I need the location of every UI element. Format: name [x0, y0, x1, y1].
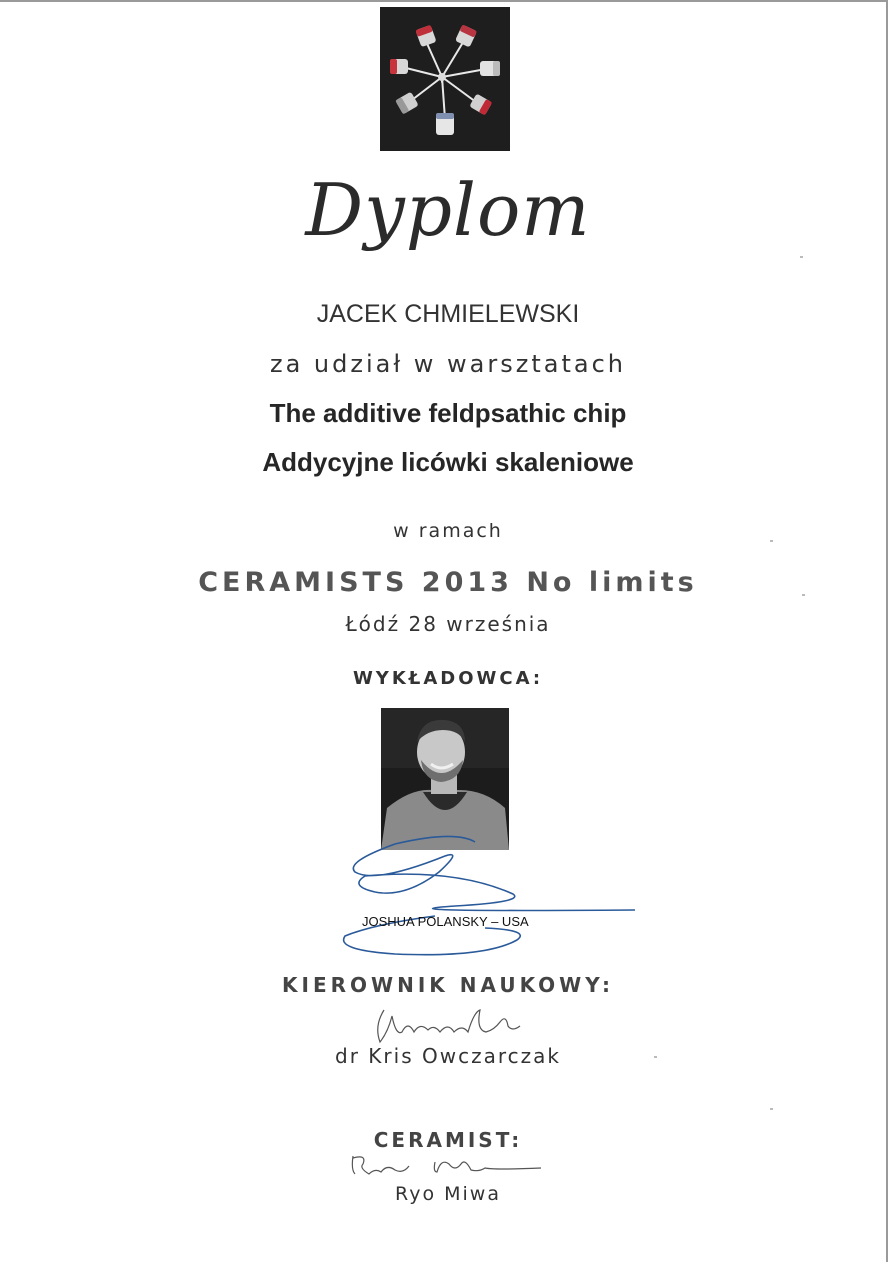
- lecturer-heading: WYKŁADOWCA:: [352, 668, 544, 689]
- paper-speck: [800, 256, 803, 258]
- paper-speck: [770, 1108, 773, 1110]
- ceramist-heading: CERAMIST:: [373, 1128, 523, 1152]
- ceramist-name: Ryo Miwa: [395, 1183, 501, 1205]
- paper-speck: [770, 540, 773, 542]
- ceramic-jars-logo: [380, 7, 510, 151]
- within-text: w ramach: [393, 520, 503, 542]
- paper-speck: [654, 1056, 657, 1058]
- lecturer-photo: [381, 708, 509, 850]
- scientific-director-name: dr Kris Owczarczak: [335, 1044, 561, 1068]
- lecturer-name: JOSHUA POLANSKY – USA: [362, 914, 529, 929]
- diploma-title: Dyplom: [305, 168, 591, 252]
- event-name: CERAMISTS 2013 No limits: [198, 567, 698, 598]
- ceramic-jars-star-logo-icon: [380, 7, 510, 151]
- workshop-title-en: The additive feldpsathic chip: [269, 398, 627, 428]
- recipient-name: JACEK CHMIELEWSKI: [316, 300, 580, 328]
- scientific-director-signature: [370, 1002, 530, 1050]
- lecturer-portrait-photo: [381, 708, 509, 850]
- lecturer-signature: [335, 832, 655, 982]
- ceramist-signature: [345, 1148, 545, 1182]
- participation-text: za udział w warsztatach: [269, 350, 626, 378]
- workshop-title-pl: Addycyjne licówki skaleniowe: [262, 447, 634, 477]
- event-place-date: Łódź 28 września: [345, 612, 551, 636]
- scientific-director-heading: KIEROWNIK NAUKOWY:: [282, 973, 614, 997]
- paper-speck: [802, 594, 805, 596]
